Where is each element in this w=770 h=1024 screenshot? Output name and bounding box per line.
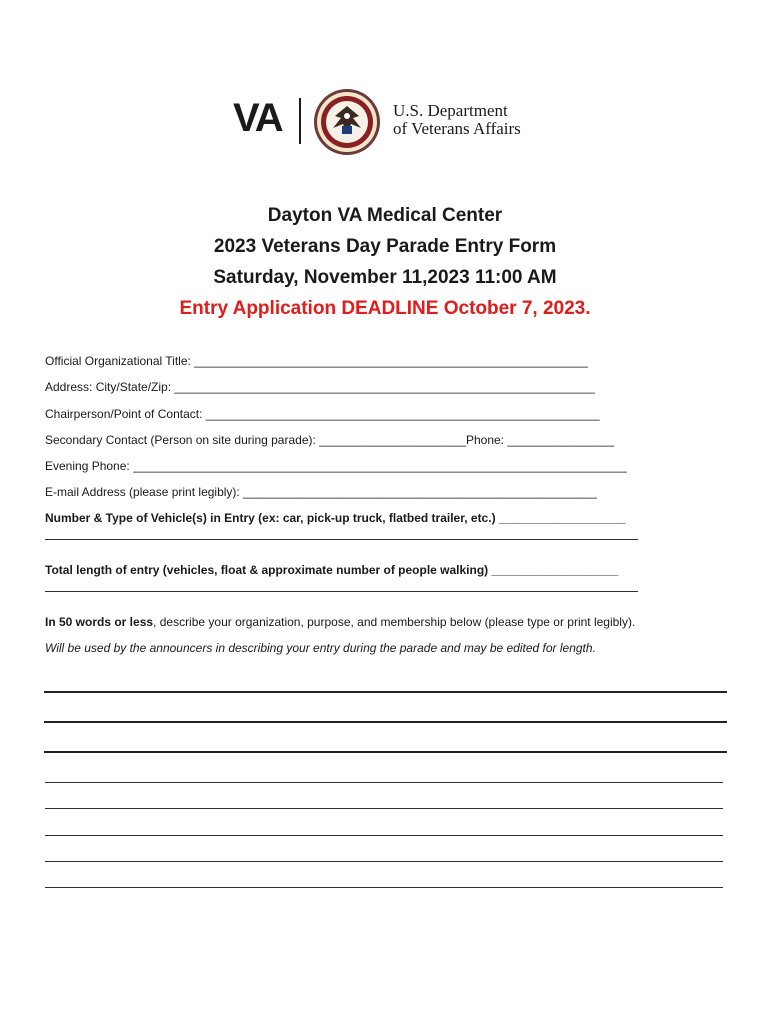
title-medical-center: Dayton VA Medical Center — [267, 205, 503, 226]
title-deadline: Entry Application DEADLINE October 7, 2023. — [179, 298, 591, 319]
field-org-title[interactable]: Official Organizational Title: ___________________________________________________________ — [45, 354, 588, 368]
field-vehicles[interactable]: Number & Type of Vehicle(s) in Entry (ex: car, pick-up truck, flatbed trailer, etc.) ___________________ — [45, 511, 626, 525]
title-date-time: Saturday, November 11,2023 11:00 AM — [213, 267, 557, 288]
department-line2: of Veterans Affairs — [393, 119, 521, 138]
description-line-7[interactable] — [45, 860, 723, 862]
logo-divider — [299, 98, 301, 144]
description-line-2[interactable] — [44, 721, 727, 723]
va-mark: VA — [233, 96, 282, 140]
form-titles — [0, 200, 770, 324]
title-form-name: 2023 Veterans Day Parade Entry Form — [213, 236, 557, 257]
description-instruction — [45, 615, 635, 629]
description-instruction-rest: , describe your organization, purpose, and membership below (please type or print legibly). — [153, 615, 636, 629]
description-note: Will be used by the announcers in describing your entry during the parade and may be edited for length. — [45, 641, 596, 655]
field-total-length[interactable]: Total length of entry (vehicles, float & approximate number of people walking) ___________________ — [45, 563, 619, 577]
description-line-8[interactable] — [45, 886, 723, 888]
description-line-4[interactable] — [45, 781, 723, 783]
department-name — [393, 102, 521, 138]
description-line-3[interactable] — [44, 751, 727, 753]
total-length-continuation-line[interactable] — [45, 590, 638, 592]
field-address[interactable]: Address: City/State/Zip: _______________________________________________________________ — [45, 380, 595, 394]
department-line1: U.S. Department — [393, 101, 508, 120]
field-secondary-contact[interactable]: Secondary Contact (Person on site during parade): ______________________Phone: ________________ — [45, 433, 615, 447]
field-evening-phone[interactable]: Evening Phone: __________________________________________________________________________ — [45, 459, 627, 473]
description-line-6[interactable] — [45, 834, 723, 836]
description-line-1[interactable] — [44, 691, 727, 693]
va-logo — [233, 88, 543, 158]
field-email[interactable]: E-mail Address (please print legibly): _____________________________________________________ — [45, 485, 597, 499]
description-line-5[interactable] — [45, 807, 723, 809]
description-instruction-bold: In 50 words or less — [45, 615, 154, 629]
vehicles-continuation-line[interactable] — [45, 538, 638, 540]
field-chairperson[interactable]: Chairperson/Point of Contact: ___________________________________________________________ — [45, 407, 600, 421]
va-seal-icon — [313, 88, 381, 156]
